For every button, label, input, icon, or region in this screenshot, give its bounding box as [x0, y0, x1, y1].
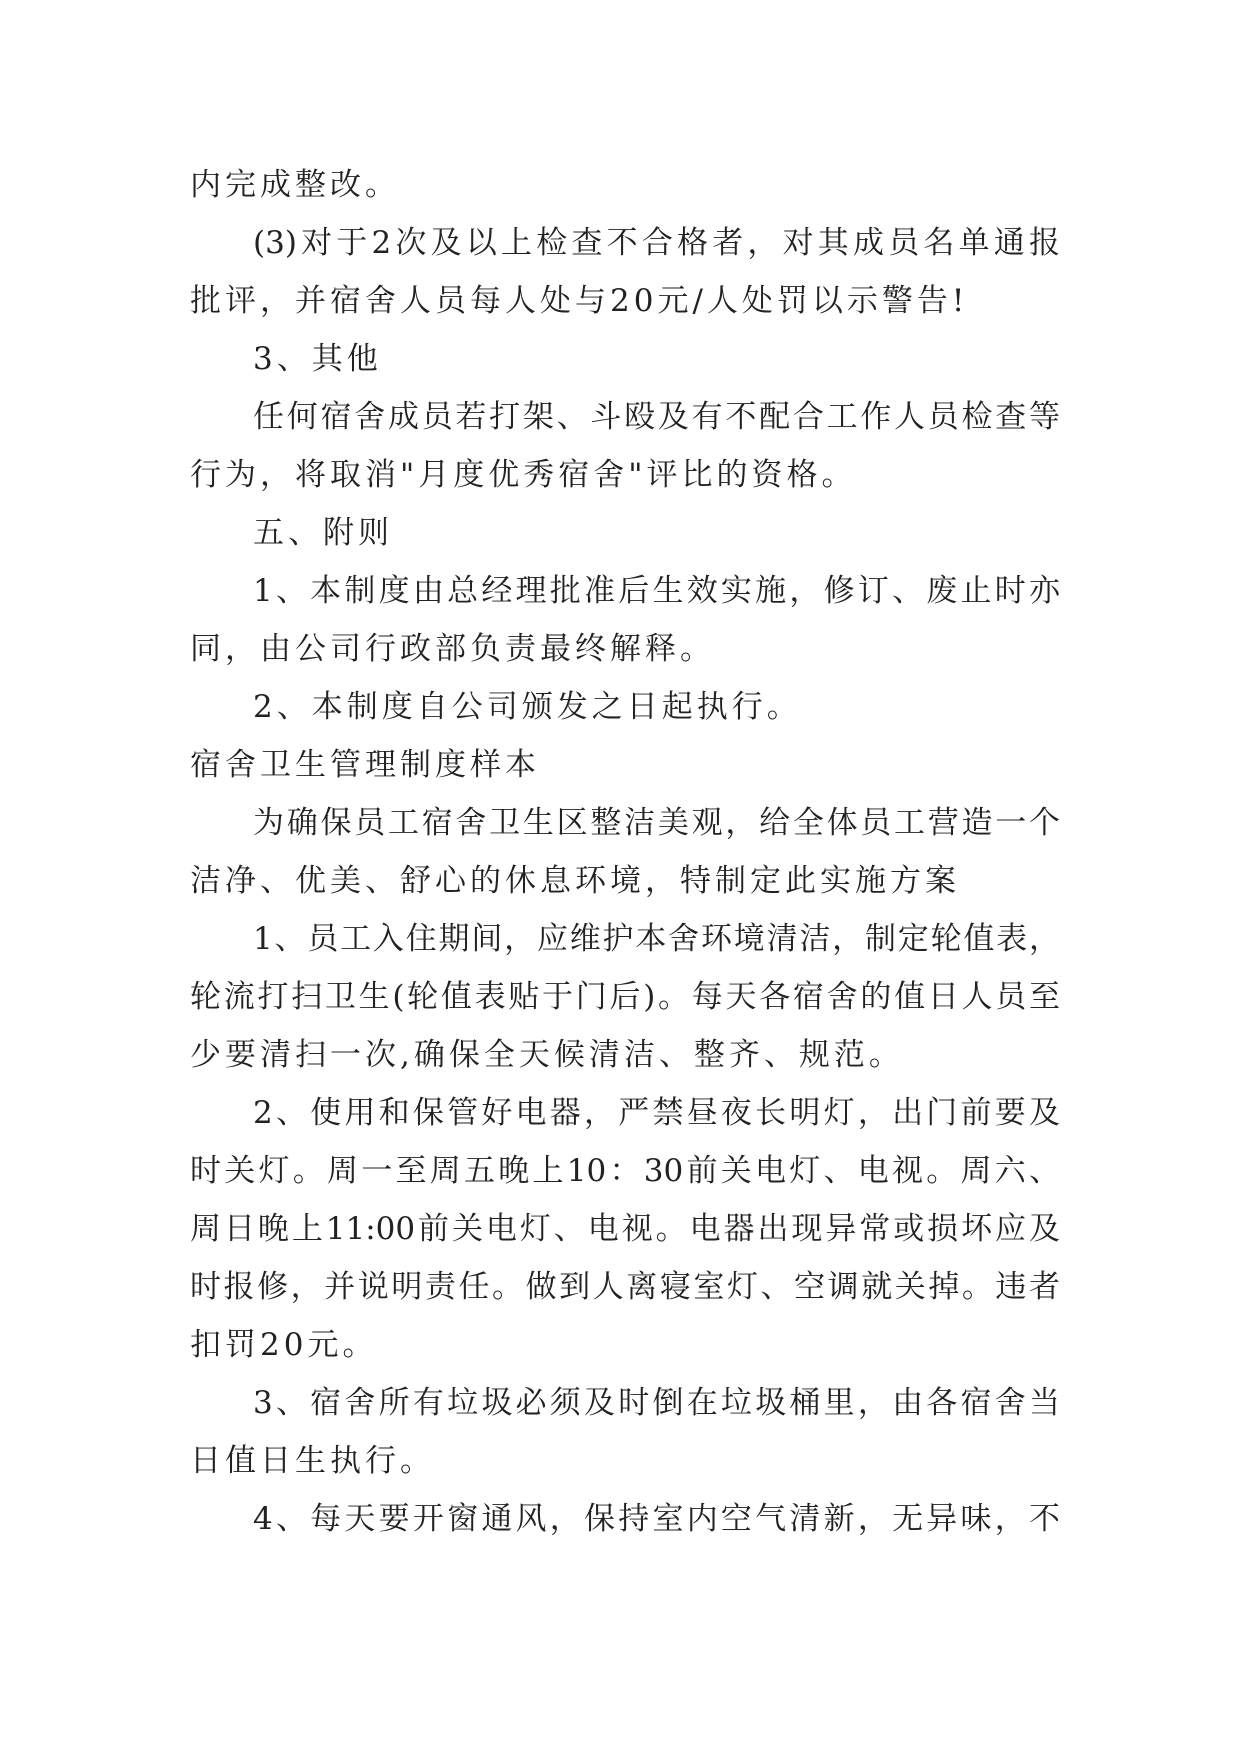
text-line: 周日晚上11:00前关电灯、电视。电器出现异常或损坏应及 — [190, 1211, 1060, 1247]
text-line: 1、员工入住期间，应维护本舍环境清洁，制定轮值表， — [253, 921, 1060, 957]
text-line: 时关灯。周一至周五晚上10：30前关电灯、电视。周六、 — [190, 1153, 1060, 1189]
section-heading: 3、其他 — [253, 341, 382, 377]
text-line: 4、每天要开窗通风，保持室内空气清新，无异味，不 — [253, 1501, 1060, 1537]
text-line: (3)对于2次及以上检查不合格者，对其成员名单通报 — [253, 225, 1060, 261]
text-line: 3、宿舍所有垃圾必须及时倒在垃圾桶里，由各宿舍当 — [253, 1385, 1060, 1421]
text-line: 2、本制度自公司颁发之日起执行。 — [253, 689, 802, 725]
document-title: 宿舍卫生管理制度样本 — [190, 747, 540, 783]
text-line: 内完成整改。 — [190, 167, 400, 203]
text-line: 少要清扫一次,确保全天候清洁、整齐、规范。 — [190, 1037, 904, 1073]
text-line: 扣罚20元。 — [190, 1327, 378, 1363]
text-line: 2、使用和保管好电器，严禁昼夜长明灯，出门前要及 — [253, 1095, 1060, 1131]
text-line: 洁净、优美、舒心的休息环境，特制定此实施方案 — [190, 863, 960, 899]
section-heading: 五、附则 — [253, 515, 393, 551]
text-line: 为确保员工宿舍卫生区整洁美观，给全体员工营造一个 — [253, 805, 1060, 841]
text-line: 行为，将取消"月度优秀宿舍"评比的资格。 — [190, 457, 857, 493]
document-body — [190, 156, 1060, 1548]
text-line: 1、本制度由总经理批准后生效实施，修订、废止时亦 — [253, 573, 1060, 609]
text-line: 日值日生执行。 — [190, 1443, 435, 1479]
text-line: 批评，并宿舍人员每人处与20元/人处罚以示警告! — [190, 283, 969, 319]
text-line: 同，由公司行政部负责最终解释。 — [190, 631, 715, 667]
text-line: 轮流打扫卫生(轮值表贴于门后)。每天各宿舍的值日人员至 — [190, 979, 1060, 1015]
text-line: 时报修，并说明责任。做到人离寝室灯、空调就关掉。违者 — [190, 1269, 1060, 1305]
text-line: 任何宿舍成员若打架、斗殴及有不配合工作人员检查等 — [253, 399, 1060, 435]
